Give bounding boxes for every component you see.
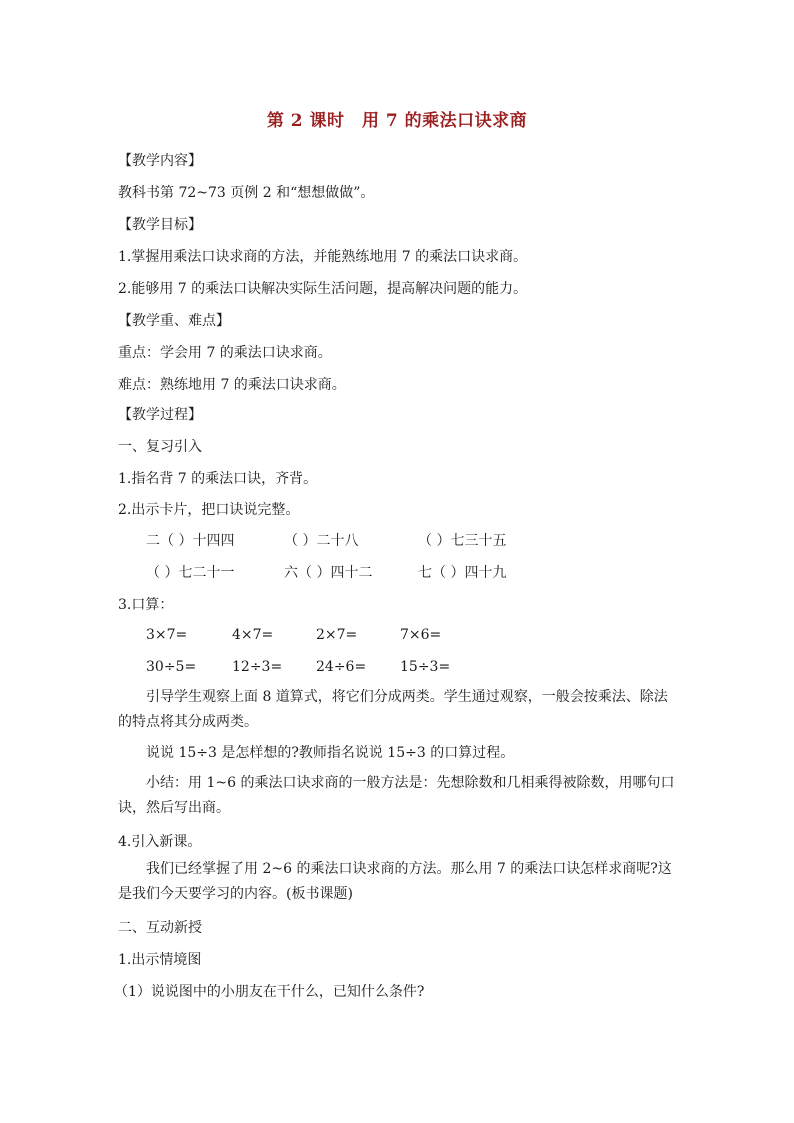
calc-item: 7×6= (400, 627, 442, 643)
key-point: 重点：学会用 7 的乘法口诀求商。 (118, 345, 332, 361)
calc-item: 24÷6= (316, 659, 367, 675)
step-3: 3.口算： (118, 597, 174, 613)
paragraph-explain: 说说 15÷3 是怎样想的?教师指名说说 15÷3 的口算过程。 (146, 745, 515, 761)
calc-item: 4×7= (232, 627, 274, 643)
card-item: （ ）七三十五 (418, 533, 507, 549)
step-2: 2.出示卡片，把口诀说完整。 (118, 502, 300, 518)
card-item: （ ）二十八 (284, 533, 359, 549)
step-new-1: 1.出示情境图 (118, 952, 202, 968)
calc-item: 30÷5= (146, 659, 197, 675)
step-1: 1.指名背 7 的乘法口诀，齐背。 (118, 471, 318, 487)
content-text: 教科书第 72~73 页例 2 和“想想做做”。 (118, 185, 375, 201)
paragraph-summary: 小结：用 1~6 的乘法口诀求商的一般方法是：先想除数和几相乘得被除数，用哪句口诀，然后写出商。 (118, 775, 675, 816)
goal-item-2: 2.能够用 7 的乘法口诀解决实际生活问题，提高解决问题的能力。 (118, 281, 528, 297)
section-header-content: 【教学内容】 (118, 153, 202, 169)
card-item: 二（ ）十四四 (146, 533, 235, 549)
part1-title: 一、复习引入 (118, 439, 202, 455)
section-header-goals: 【教学目标】 (118, 217, 202, 233)
calc-item: 2×7= (316, 627, 358, 643)
calc-item: 3×7= (146, 627, 188, 643)
section-header-keypoints: 【教学重、难点】 (118, 313, 230, 329)
card-item: 七（ ）四十九 (418, 565, 507, 581)
step-4: 4.引入新课。 (118, 834, 202, 850)
card-item: 六（ ）四十二 (284, 565, 373, 581)
calc-item: 12÷3= (232, 659, 283, 675)
paragraph-observe: 引导学生观察上面 8 道算式，将它们分成两类。学生通过观察，一般会按乘法、除法的特点将其分成两类。 (118, 689, 668, 730)
lesson-title: 第 2 课时 用 7 的乘法口诀求商 (266, 111, 528, 131)
difficult-point: 难点：熟练地用 7 的乘法口诀求商。 (118, 377, 346, 393)
section-header-process: 【教学过程】 (118, 407, 202, 423)
question-1: （1）说说图中的小朋友在干什么，已知什么条件? (114, 984, 425, 1000)
paragraph-intro: 我们已经掌握了用 2~6 的乘法口诀求商的方法。那么用 7 的乘法口诀怎样求商呢?这是我们今天要学习的内容。(板书课题) (118, 861, 672, 902)
card-item: （ ）七二十一 (146, 565, 235, 581)
calc-item: 15÷3= (400, 659, 451, 675)
goal-item-1: 1.掌握用乘法口诀求商的方法，并能熟练地用 7 的乘法口诀求商。 (118, 249, 528, 265)
part2-title: 二、互动新授 (118, 920, 202, 936)
